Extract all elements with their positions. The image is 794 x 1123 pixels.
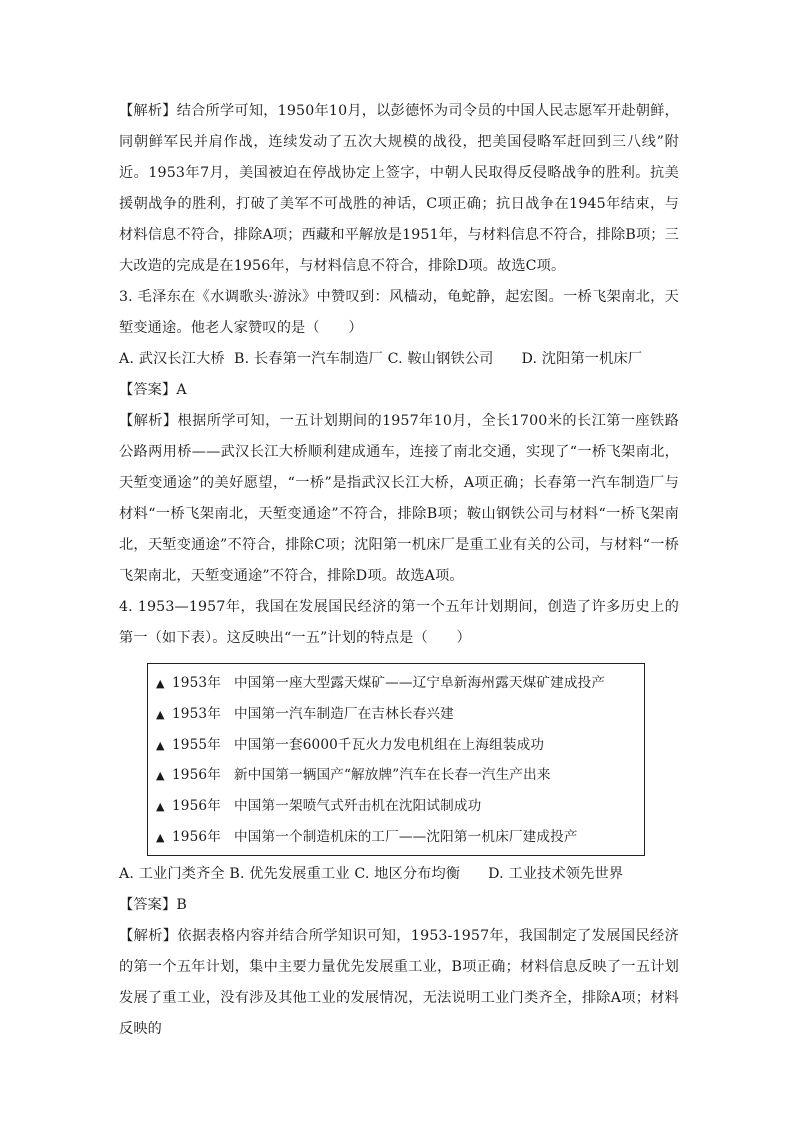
q3-choices: A. 武汉长江大桥 B. 长春第一汽车制造厂 C. 鞍山钢铁公司 D. 沈阳第一机床厂 (119, 351, 643, 367)
analysis-label: 【解析】 (119, 413, 178, 429)
q2-analysis (119, 96, 679, 282)
q4-analysis (119, 921, 679, 1045)
table-row (156, 668, 644, 699)
event-text: 中国第一座大型露天煤矿——辽宁阜新海州露天煤矿建成投产 (234, 674, 606, 691)
q3-stem: 3. 毛泽东在《水调歌头·游泳》中赞叹到：风樯动，龟蛇静，起宏图。一桥飞架南北，天堑变通途。他老人家赞叹的是（ ） (119, 289, 679, 336)
event-year: 1953年 (172, 674, 221, 691)
answer-value: A (176, 382, 187, 398)
event-year: 1956年 (172, 798, 221, 815)
analysis-label: 【解析】 (119, 103, 177, 119)
analysis-text: 根据所学可知，一五计划期间的1957年10月，全长1700米的长江第一座铁路公路两用桥——武汉长江大桥顺利建成通车，连接了南北交通，实现了“一桥飞架南北，天堑变通途”的美好愿望，“一桥”是指武汉长江大桥，A项正确；长春第一汽车制造厂与材料“一桥飞架南北，天堑变通途”不符合，排除B项；鞍山钢铁公司与材料“一桥飞架南北，天堑变通途”不符合，排除C项；沈阳第一机床厂是重工业有关的公司，与材料“一桥飞架南北，天堑变通途”不符合，排除D项。故选A项。 (119, 413, 679, 584)
event-text: 新中国第一辆国产“解放牌”汽车在长春一汽生产出来 (234, 767, 551, 784)
document-page (119, 96, 679, 1045)
q4-choices: A. 工业门类齐全 B. 优先发展重工业 C. 地区分布均衡 D. 工业技术领先世界 (119, 865, 624, 882)
table-row (156, 760, 644, 791)
events-table (147, 663, 645, 856)
triangle-icon: ▲ (156, 830, 165, 844)
analysis-text: 结合所学可知，1950年10月，以彭德怀为司令员的中国人民志愿军开赴朝鲜，同朝鲜军民并肩作战，连续发动了五次大规模的战役，把美国侵略军赶回到三八线”附近。1953年7月，美国被迫在停战协定上签字，中朝人民取得反侵略战争的胜利。抗美援朝战争的胜利，打破了美军不可战胜的神话，C项正确；抗日战争在1945年结束，与材料信息不符合，排除A项；西藏和平解放是1951年，与材料信息不符合，排除B项；三大改造的完成是在1956年，与材料信息不符合，排除D项。故选C项。 (119, 103, 679, 274)
triangle-icon: ▲ (156, 738, 165, 752)
event-text: 中国第一架喷气式歼击机在沈阳试制成功 (234, 798, 482, 815)
table-row (156, 699, 644, 730)
event-text: 中国第一汽车制造厂在吉林长春兴建 (234, 705, 454, 722)
event-year: 1953年 (172, 705, 221, 722)
event-year: 1955年 (172, 736, 221, 753)
event-text: 中国第一套6000千瓦火力发电机组在上海组装成功 (234, 736, 545, 753)
analysis-text: 依据表格内容并结合所学知识可知，1953-1957年，我国制定了发展国民经济的第一个五年计划，集中主要力量优先发展重工业，B项正确；材料信息反映了一五计划发展了重工业，没有涉及其他工业的发展情况，无法说明工业门类齐全，排除A项；材料反映的 (119, 927, 679, 1037)
q3-answer (119, 375, 679, 406)
answer-value: B (176, 896, 187, 913)
table-row (156, 822, 644, 853)
answer-label: 【答案】 (119, 382, 177, 398)
event-year: 1956年 (172, 828, 221, 845)
analysis-label: 【解析】 (119, 927, 178, 944)
triangle-icon: ▲ (156, 676, 165, 690)
event-year: 1956年 (172, 767, 221, 784)
table-row (156, 791, 644, 822)
q3-analysis (119, 406, 679, 592)
q4-answer (119, 890, 679, 921)
q4-stem: 4. 1953—1957年，我国在发展国民经济的第一个五年计划期间，创造了许多历史上的第一（如下表）。这反映出“一五”计划的特点是（ ） (119, 599, 679, 646)
event-text: 中国第一个制造机床的工厂——沈阳第一机床厂建成投产 (234, 828, 578, 845)
triangle-icon: ▲ (156, 707, 165, 721)
table-row (156, 730, 644, 761)
triangle-icon: ▲ (156, 800, 165, 814)
triangle-icon: ▲ (156, 769, 165, 783)
answer-label: 【答案】 (119, 896, 177, 913)
